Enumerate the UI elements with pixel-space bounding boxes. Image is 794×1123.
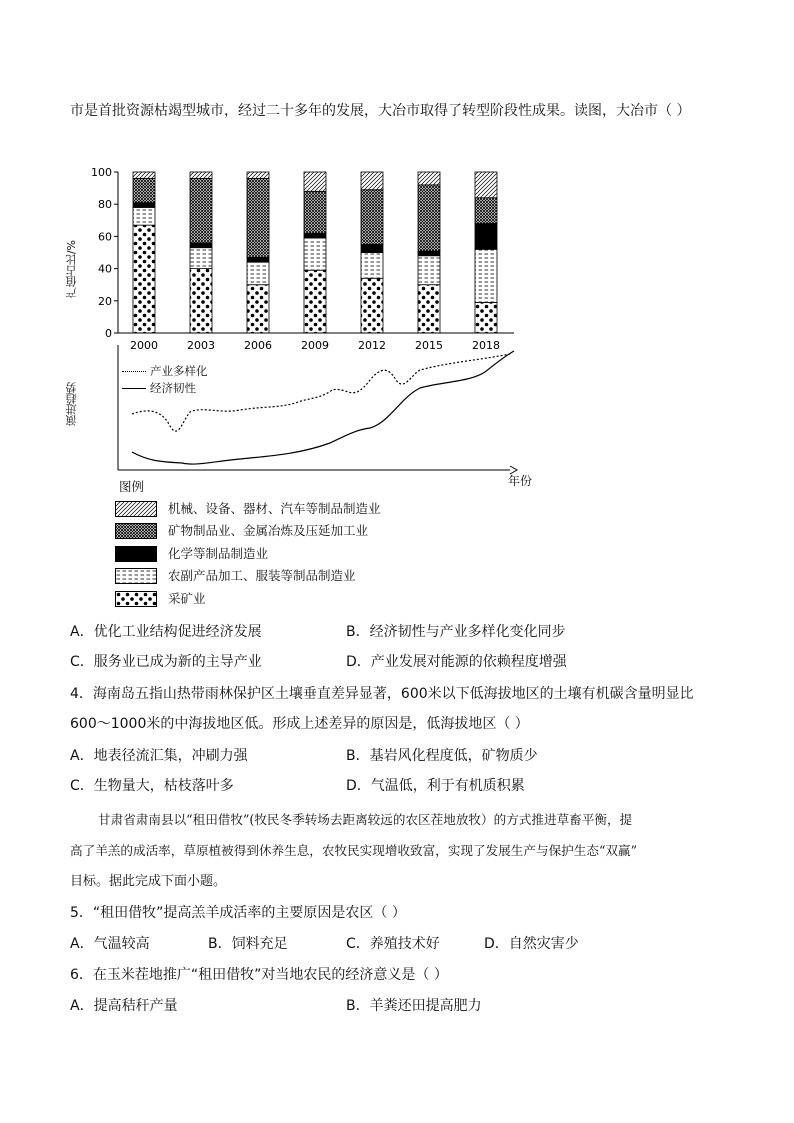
x-tick-label: 2018 (472, 339, 500, 352)
legend-label: 农副产品加工、服装等制品制造业 (168, 568, 356, 583)
bar-segment (190, 248, 212, 269)
q6-option-a: A．提高秸秆产量 (70, 998, 178, 1014)
bar-segment (304, 191, 326, 233)
q4-stem-line-2: 600～1000米的中海拔地区低。形成上述差异的原因是，低海拔地区（ ） (70, 716, 529, 732)
x-tick-label: 2012 (358, 339, 386, 352)
legend-swatch-solid (115, 546, 157, 562)
legend-label: 化学等制品制造业 (168, 546, 269, 561)
bar-segment (247, 285, 269, 333)
q5-option-b: B．饲料充足 (208, 936, 288, 952)
q5-option-d: D．自然灾害少 (484, 936, 579, 952)
q4-option-c: C．生物量大，枯枝落叶多 (70, 778, 234, 794)
q6-stem: 6．在玉米茬地推广“租田借牧”对当地农民的经济意义是（ ） (70, 967, 448, 983)
bar-segment (361, 190, 383, 245)
bar-segment (418, 256, 440, 285)
bar-segment (304, 270, 326, 333)
bar-segment (475, 302, 497, 333)
bar-segment (361, 172, 383, 190)
x-tick-label: 2000 (130, 339, 158, 352)
bar-segment (418, 172, 440, 185)
q3-option-a: A．优化工业结构促进经济发展 (70, 624, 262, 640)
passage-line-3: 目标。据此完成下面小题。 (70, 874, 227, 889)
legend-swatch-cross (115, 523, 157, 539)
q4-stem-line-1: 4．海南岛五指山热带雨林保护区土壤垂直差异显著，600米以下低海拔地区的土壤有机碳含量明显比 (70, 686, 694, 702)
q3-option-c: C．服务业已成为新的主导产业 (70, 654, 262, 670)
bar-segment (190, 269, 212, 333)
legend-swatch-dash (115, 568, 157, 584)
bar-segment (418, 285, 440, 333)
y-tick-label: 80 (98, 198, 112, 212)
bar-segment (133, 225, 155, 333)
figure (65, 160, 540, 494)
q6-option-b: B．羊粪还田提高肥力 (346, 998, 482, 1014)
trend-y-label: 演进趋势 (65, 382, 78, 426)
bar-segment (190, 243, 212, 248)
bar-segment (361, 244, 383, 252)
y-tick-label: 60 (98, 230, 112, 244)
bar-segment (190, 172, 212, 178)
q5-option-a: A．气温较高 (70, 936, 150, 952)
trend-legend-dotted-label: 产业多样化 (150, 364, 208, 378)
bar-segment (304, 233, 326, 238)
bar-segment (304, 172, 326, 191)
bar-segment (133, 207, 155, 225)
q4-option-b: B．基岩风化程度低，矿物质少 (346, 748, 538, 764)
legend-title: 图例 (119, 479, 145, 494)
q4-option-a: A．地表径流汇集，冲刷力强 (70, 748, 248, 764)
trend-legend-solid (122, 380, 196, 396)
legend-label: 矿物制品业、金属冶炼及压延加工业 (168, 523, 369, 538)
passage-line-1: 甘肃省肃南县以“租田借牧”(牧民冬季转场去距离较远的农区茬地放牧）的方式推进草畜平衡，提 (98, 812, 633, 827)
trend-x-label: 年份 (508, 474, 533, 488)
bar-segment (418, 185, 440, 251)
legend-label: 机械、设备、器材、汽车等制品制造业 (168, 501, 381, 516)
legend-label: 采矿业 (168, 591, 206, 606)
q5-option-c: C．养殖技术好 (346, 936, 440, 952)
bar-segment (475, 224, 497, 250)
legend-swatch-dots (115, 591, 157, 607)
trend-legend-dotted (122, 363, 208, 379)
bar-segment (361, 278, 383, 333)
x-tick-label: 2009 (301, 339, 329, 352)
bar-segment (133, 203, 155, 208)
passage-line-2: 高了羊羔的成活率，草原植被得到休养生息，农牧民实现增收致富，实现了发展生产与保护生态“双赢” (70, 843, 638, 858)
bar-segment (475, 198, 497, 224)
bar-segment (133, 172, 155, 178)
q3-option-d: D．产业发展对能源的依赖程度增强 (346, 654, 567, 670)
bar-segment (247, 172, 269, 178)
bar-segment (133, 178, 155, 202)
q3-option-b: B．经济韧性与产业多样化变化同步 (346, 624, 566, 640)
bar-segment (475, 172, 497, 198)
intro-text: 市是首批资源枯竭型城市，经过二十多年的发展，大冶市取得了转型阶段性成果。读图，大冶市（ ） (70, 103, 691, 119)
y-tick-label: 20 (98, 294, 112, 308)
y-tick-label: 40 (98, 262, 112, 276)
y-tick-label: 100 (91, 166, 112, 179)
y-tick-label: 0 (105, 327, 112, 340)
stacked-bar-chart (70, 160, 540, 490)
x-tick-label: 2015 (415, 339, 443, 352)
y-axis-label: 产值占比/% (65, 240, 78, 299)
x-tick-label: 2003 (187, 339, 215, 352)
bar-segment (475, 249, 497, 302)
bar-segment (247, 257, 269, 262)
bar-segment (247, 178, 269, 257)
trend-legend-solid-label: 经济韧性 (150, 381, 196, 395)
bar-segment (361, 253, 383, 279)
legend-swatch-diag (115, 501, 157, 517)
q5-stem: 5．“租田借牧”提高羔羊成活率的主要原因是农区（ ） (70, 905, 406, 921)
bar-segment (304, 238, 326, 270)
bar-segment (190, 178, 212, 242)
x-tick-label: 2006 (244, 339, 272, 352)
bar-segment (247, 262, 269, 285)
bar-segment (418, 251, 440, 256)
q4-option-d: D．气温低，利于有机质积累 (346, 778, 525, 794)
